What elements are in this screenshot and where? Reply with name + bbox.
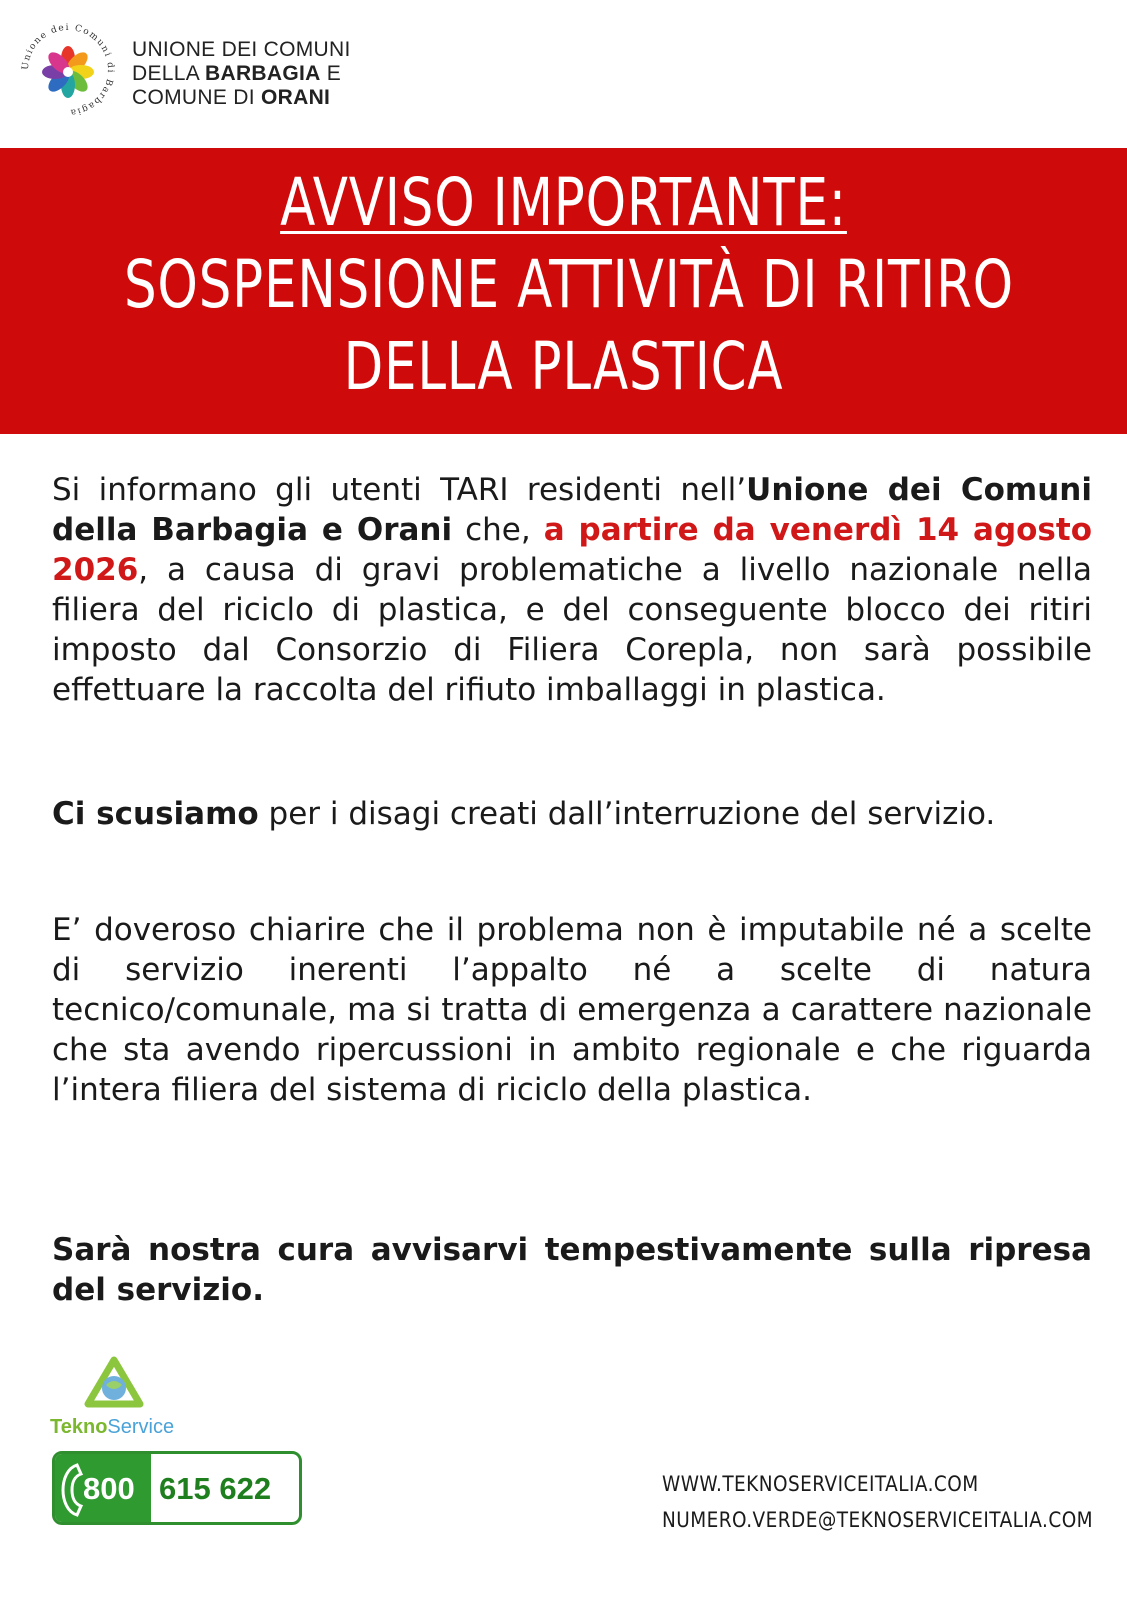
phone-handset-icon	[59, 1462, 85, 1518]
banner-subtitle-line-2: DELLA PLASTICA	[343, 328, 784, 405]
toll-free-number-box	[52, 1451, 302, 1525]
email-link[interactable]: NUMERO.VERDE@TEKNOSERVICEITALIA.COM	[662, 1508, 1094, 1532]
banner-title: AVVISO IMPORTANTE:	[280, 164, 847, 241]
header	[18, 20, 438, 120]
union-seal-logo	[18, 20, 118, 120]
paragraph-closing: Sarà nostra cura avvisarvi tempestivamente sulla ripresa del servizio.	[52, 1232, 1092, 1308]
paragraph-notice: Si informano gli utenti TARI residenti nell’Unione dei Comuni della Barbagia e Orani che, a partire da venerdì 14 agosto 2026, a causa di gravi problematiche a livello nazionale nella filiera del riciclo di plastica, e del conseguente blocco dei ritiri imposto dal Consorzio di Filiera Corepla, non sarà possibile effettuare la raccolta del rifiuto imballaggi in plastica.	[52, 472, 1092, 708]
start-date-highlight: a partire da venerdì 14 agosto 2026	[52, 512, 1092, 588]
phone-prefix: 800	[83, 1471, 135, 1506]
website-link[interactable]: WWW.TEKNOSERVICEITALIA.COM	[662, 1472, 979, 1496]
svg-text:Unione dei Comuni di Barbagia: Unione dei Comuni di Barbagia	[20, 22, 116, 118]
org-name	[132, 38, 351, 110]
paragraph-clarification: E’ doveroso chiarire che il problema non è imputabile né a scelte di servizio inerenti l’appalto né a scelte di natura tecnico/comunale, ma si tratta di emergenza a carattere nazionale che sta avendo ripercussioni in ambito regionale e che riguarda l’intera filiera del sistema di riciclo della plastica.	[52, 912, 1092, 1108]
notice-banner	[0, 148, 1127, 434]
org-line-2: DELLA BARBAGIA E	[132, 62, 342, 85]
org-line-1: UNIONE DEI COMUNI	[132, 38, 351, 61]
banner-subtitle-line-1: SOSPENSIONE ATTIVITÀ DI RITIRO	[123, 246, 1014, 323]
org-line-3: COMUNE DI ORANI	[132, 86, 331, 109]
paragraph-apology: Ci scusiamo per i disagi creati dall’interruzione del servizio.	[52, 796, 996, 832]
contact-info	[662, 1466, 1127, 1538]
phone-number: 615 622	[159, 1471, 272, 1506]
tekno-service-brand: TeknoService	[50, 1416, 175, 1438]
